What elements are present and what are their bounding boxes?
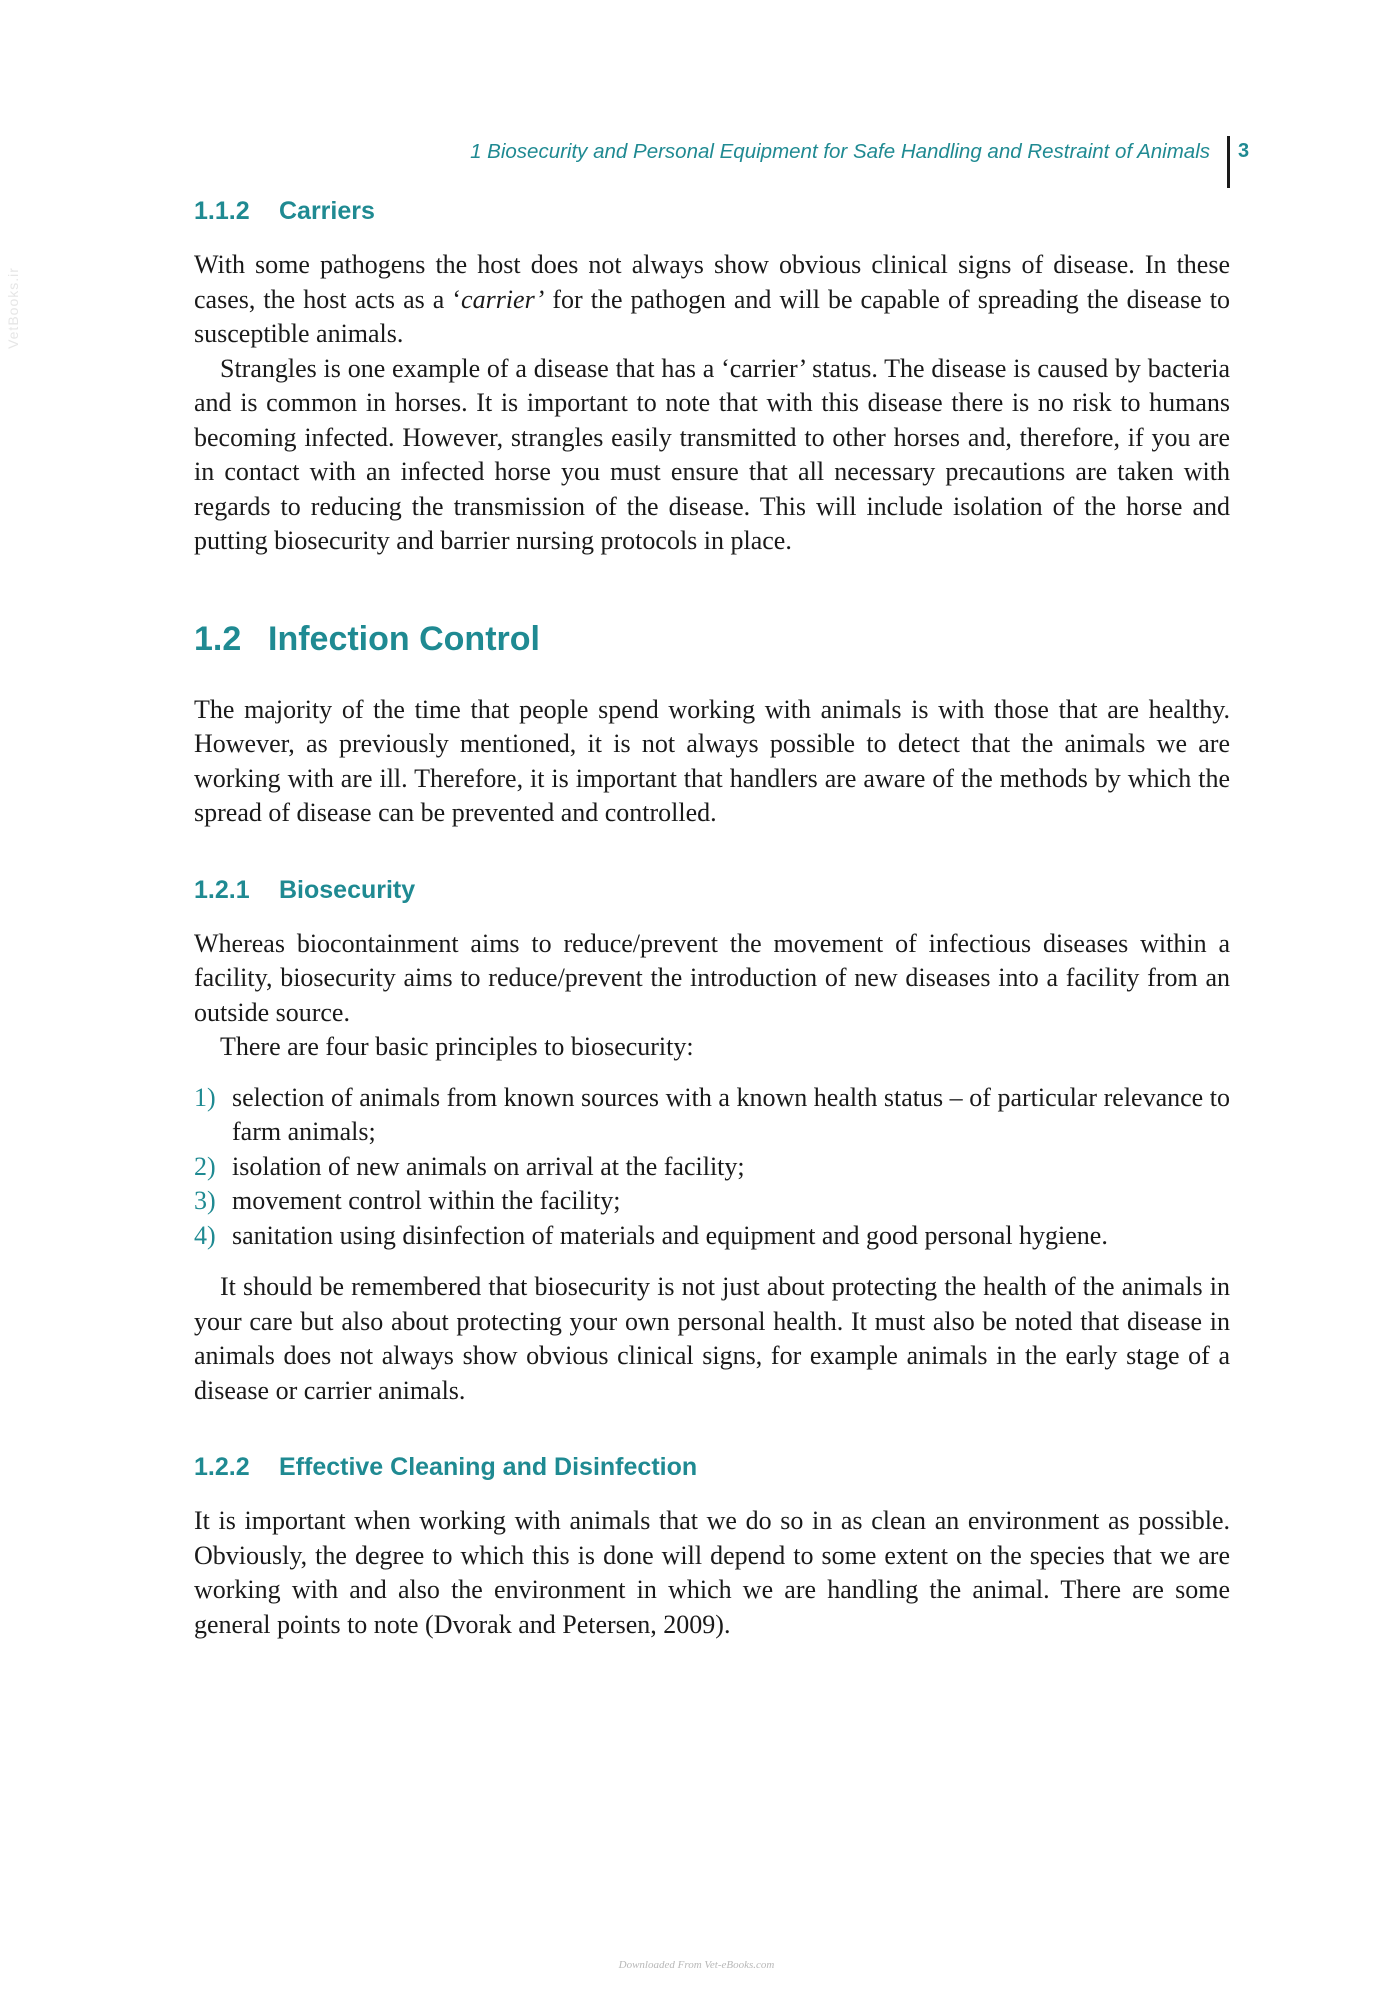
heading-title: Carriers <box>279 197 375 225</box>
italic-term: carrier’ <box>461 284 545 314</box>
heading-number: 1.2 <box>194 619 242 658</box>
heading-title: Effective Cleaning and Disinfection <box>279 1453 698 1481</box>
heading-cleaning <box>194 1452 1230 1482</box>
heading-title: Infection Control <box>268 619 540 658</box>
list-item-text: movement control within the facility; <box>232 1186 621 1215</box>
list-marker: 2) <box>194 1151 216 1181</box>
list-marker: 1) <box>194 1082 216 1112</box>
list-item-text: selection of animals from known sources with a known health status – of particular relevance to farm animals; <box>232 1082 1230 1146</box>
heading-biosecurity <box>194 875 1230 905</box>
heading-carriers <box>194 196 1230 226</box>
text-run: With some pathogens the host does not always show obvious clinical signs of disease. In these cases, the host acts as a ‘ <box>194 250 1230 314</box>
heading-infection-control <box>194 618 1230 660</box>
list-item-text: isolation of new animals on arrival at the facility; <box>232 1151 745 1181</box>
heading-number: 1.2.2 <box>194 1453 250 1481</box>
running-head-title: 1 Biosecurity and Personal Equipment for Safe Handling and Restraint of Animals <box>470 140 1210 163</box>
paragraph: It is important when working with animals that we do so in as clean an environment as possible. Obviously, the degree to which this is done will depend to some extent on the species that we are working with and also the environment in which we are handling the animal. There are some general points to note (Dvorak and Petersen, 2009). <box>194 1506 1230 1639</box>
footer-watermark: Downloaded From Vet-eBooks.com <box>618 1959 775 1971</box>
running-head-divider <box>1227 136 1230 188</box>
heading-title: Biosecurity <box>279 875 416 904</box>
heading-number: 1.1.2 <box>194 197 250 225</box>
paragraph: There are four basic principles to biosecurity: <box>220 1032 694 1061</box>
paragraph: Strangles is one example of a disease that has a ‘carrier’ status. The disease is caused by bacteria and is common in horses. It is important to note that with this disease there is no risk to humans becoming infected. However, strangles easily transmitted to other horses and, therefore, if you are in contact with an infected horse you must ensure that all necessary precautions are taken with regards to reducing the transmission of the disease. This will include isolation of the horse and putting biosecurity and barrier nursing protocols in place. <box>194 353 1230 555</box>
paragraph: It should be remembered that biosecurity is not just about protecting the health of the animals in your care but also about protecting your own personal health. It must also be noted that disease in animals does not always show obvious clinical signs, for example animals in the early stage of a disease or carrier animals. <box>194 1272 1230 1405</box>
running-head <box>190 138 1250 186</box>
list-item <box>194 1081 1230 1150</box>
page-content <box>194 196 1230 1642</box>
text-run: for the pathogen and will be capable of spreading the disease to susceptible animals. <box>194 284 1230 348</box>
paragraph <box>194 248 1230 352</box>
page-number: 3 <box>1238 140 1250 162</box>
list-item <box>194 1219 1230 1254</box>
list-marker: 3) <box>194 1186 216 1215</box>
list-item <box>194 1150 1230 1185</box>
list-item-text: sanitation using disinfection of materials and equipment and good personal hygiene. <box>232 1220 1108 1250</box>
paragraph: The majority of the time that people spend working with animals is with those that are healthy. However, as previously mentioned, it is not always possible to detect that the animals we are working with are ill. Therefore, it is important that handlers are aware of the methods by which the spread of disease can be prevented and controlled. <box>194 694 1230 827</box>
heading-number: 1.2.1 <box>194 875 250 904</box>
side-watermark: VetBooks.ir <box>4 267 21 349</box>
list-item <box>194 1184 1230 1219</box>
principles-list <box>194 1081 1230 1254</box>
list-marker: 4) <box>194 1220 216 1250</box>
paragraph: Whereas biocontainment aims to reduce/prevent the movement of infectious diseases within a facility, biosecurity aims to reduce/prevent the introduction of new diseases into a facility from an outside source. <box>194 928 1230 1027</box>
